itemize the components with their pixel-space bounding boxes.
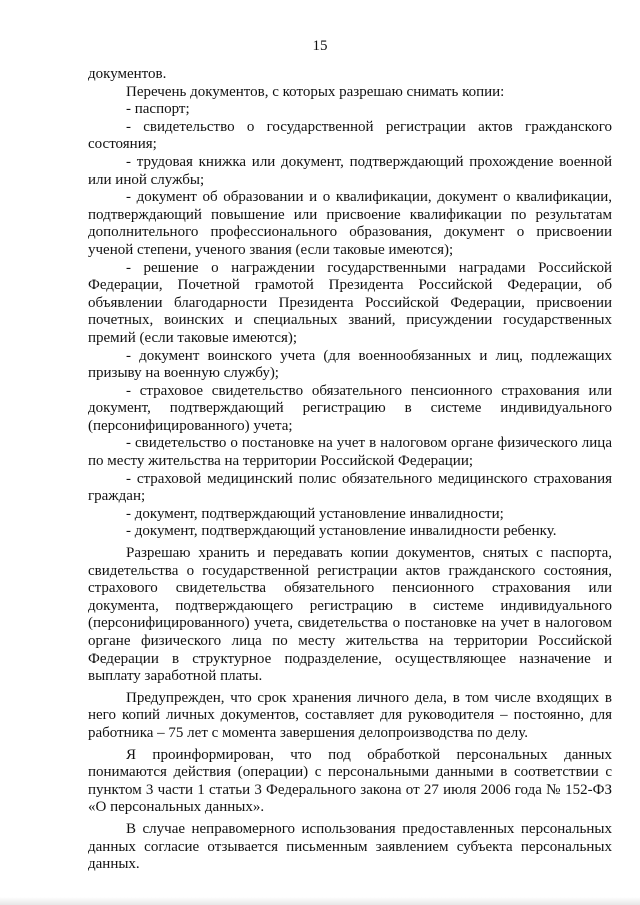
page-bottom-edge xyxy=(0,897,640,905)
list-item-civil-status-certificate: - свидетельство о государственной регистрации актов гражданского состояния; xyxy=(88,118,612,153)
list-item-tax-registration: - свидетельство о постановке на учет в налоговом органе физического лица по месту жительства на территории Российской Федерации; xyxy=(88,435,612,470)
paragraph-list-intro: Перечень документов, с которых разрешаю снимать копии: xyxy=(126,83,505,100)
paragraph-processing-notice: Я проинформирован, что под обработкой персональных данных понимаются действия (операции) с персональными данными в соответствии с пунктом 3 части 1 статьи 3 Федерального закона от 27 июля 2006 года № 152-ФЗ «О персональных данных». xyxy=(88,746,612,816)
list-item-medical-policy: - страховой медицинский полис обязательного медицинского страхования граждан; xyxy=(88,470,612,505)
list-item-work-book: - трудовая книжка или документ, подтверждающий прохождение военной или иной службы; xyxy=(88,153,612,188)
page-number: 15 xyxy=(312,38,328,54)
list-item-passport: - паспорт; xyxy=(126,101,190,118)
list-item-pension-insurance: - страховое свидетельство обязательного пенсионного страхования или документ, подтверждающий регистрацию в системе индивидуального (персонифицированного) учета; xyxy=(88,382,612,434)
list-item-child-disability: - документ, подтверждающий установление инвалидности ребенку. xyxy=(126,523,557,540)
list-item-education-document: - документ об образовании и о квалификации, документ о квалификации, подтверждающий повышение или присвоение квалификации по результатам дополнительного профессионального образования, документ о присвоении ученой степени, ученого звания (если таковые имеются); xyxy=(88,189,612,258)
list-item-military-record: - документ воинского учета (для военнообязанных и лиц, подлежащих призыву на военную службу); xyxy=(88,347,612,382)
paragraph-consent-withdrawal: В случае неправомерного использования предоставленных персональных данных согласие отзывается письменным заявлением субъекта персональных данных. xyxy=(88,820,612,873)
paragraph-copies-permission: Разрешаю хранить и передавать копии документов, снятых с паспорта, свидетельства о государственной регистрации актов гражданского состояния, страхового свидетельства обязательного пенсионного страхования или документа, подтверждающего регистрацию в системе индивидуального (персонифицированного) учета, свидетельства о постановке на учет в налоговом органе физического лица по месту жительства на территории Российской Федерации в структурное подразделение, осуществляющее назначение и выплату заработной платы. xyxy=(88,545,612,685)
document-body xyxy=(88,66,612,874)
paragraph-retention-period: Предупрежден, что срок хранения личного дела, в том числе входящих в него копий личных документов, составляет для руководителя – постоянно, для работника – 75 лет с момента завершения делопроизводства по делу. xyxy=(88,689,612,741)
paragraph-continuation: документов. xyxy=(88,66,167,82)
list-item-state-awards: - решение о награждении государственными наградами Российской Федерации, Почетной грамотой Президента Российской Федерации, об объявлении благодарности Президента Российской Федерации, присвоении почетных, воинских и специальных званий, присуждении государственных премий (если таковые имеются); xyxy=(88,259,612,346)
list-item-disability: - документ, подтверждающий установление инвалидности; xyxy=(126,505,504,522)
